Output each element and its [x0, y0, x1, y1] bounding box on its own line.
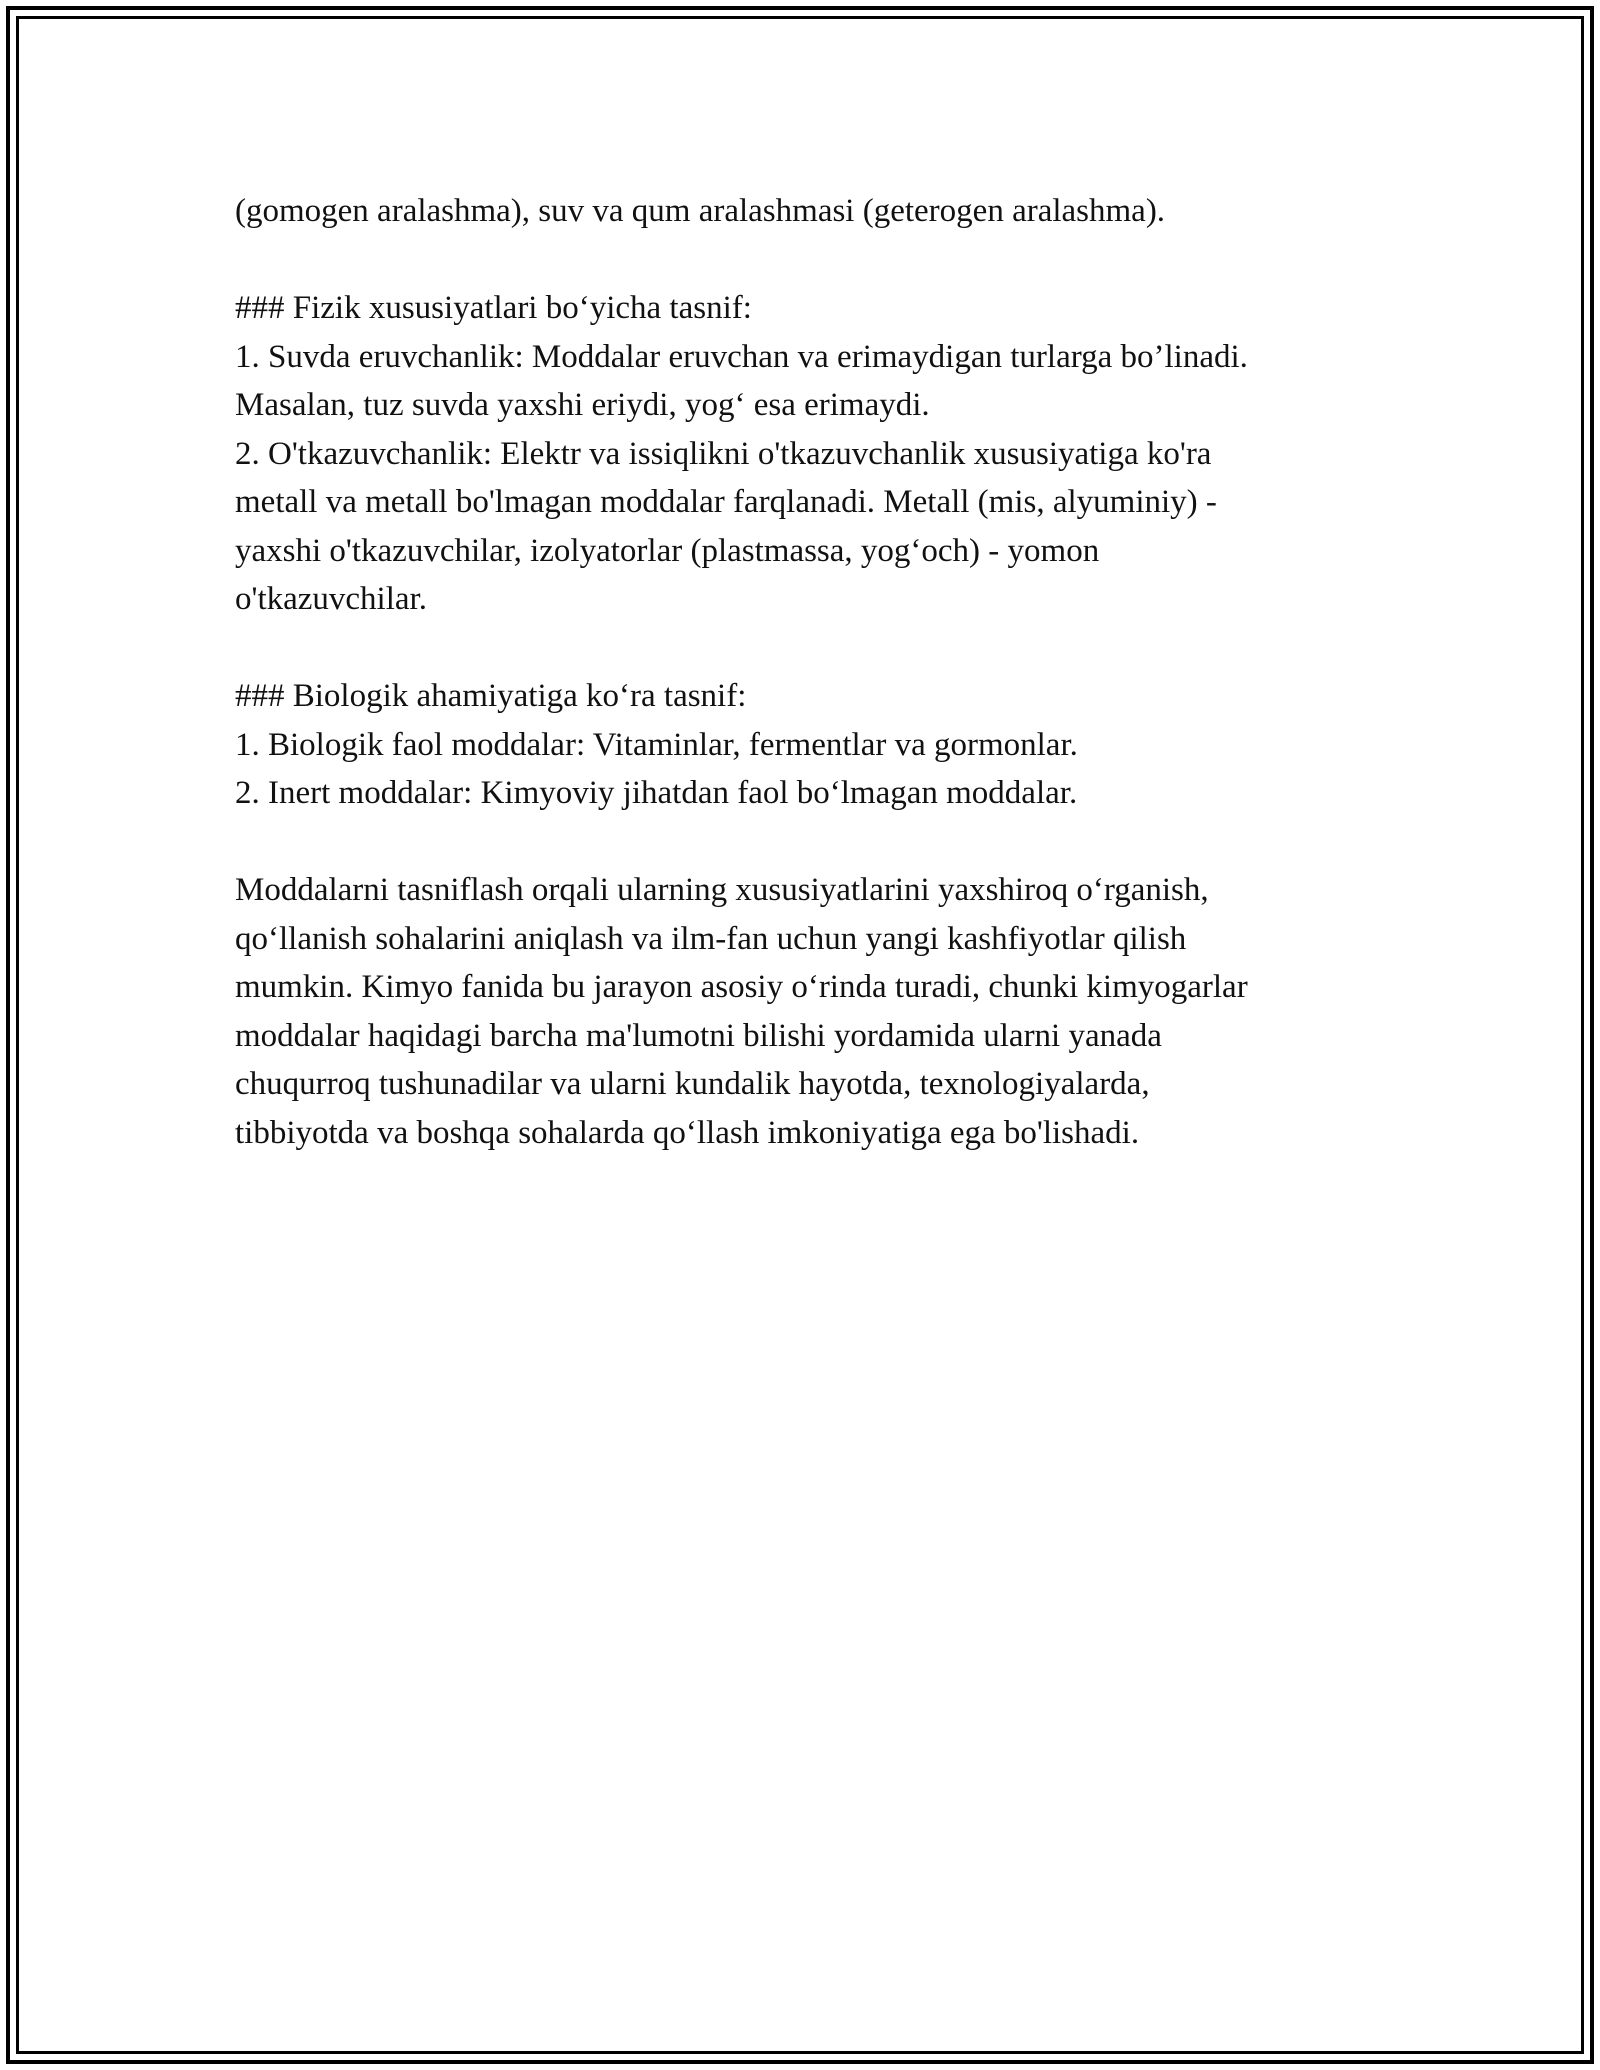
text-line: qo‘llanish sohalarini aniqlash va ilm-fan uchun yangi kashfiyotlar qilish	[235, 920, 1187, 957]
text-line: mumkin. Kimyo fanida bu jarayon asosiy o‘rinda turadi, chunki kimyogarlar	[235, 969, 1248, 1005]
text-line: chuqurroq tushunadilar va ularni kundalik hayotda, texnologiyalarda,	[235, 1066, 1150, 1102]
list-item-line: o'tkazuvchilar.	[235, 581, 427, 617]
list-item-line: yaxshi o'tkazuvchilar, izolyatorlar (plastmassa, yog‘och) - yomon	[235, 532, 1100, 569]
paragraph-gap	[235, 624, 1415, 673]
list-item-line: 1. Biologik faol moddalar: Vitaminlar, fermentlar va gormonlar.	[235, 726, 1078, 763]
list-item-line: 2. Inert moddalar: Kimyoviy jihatdan faol bo‘lmagan moddalar.	[235, 775, 1078, 811]
paragraph-conclusion	[235, 866, 1415, 1157]
list-item-line: 1. Suvda eruvchanlik: Moddalar eruvchan va erimaydigan turlarga bo’linadi.	[235, 338, 1248, 375]
section-physical-properties	[235, 284, 1415, 624]
paragraph-gap	[235, 236, 1415, 285]
paragraph-intro-continuation	[235, 187, 1415, 236]
text-line: moddalar haqidagi barcha ma'lumotni bilishi yordamida ularni yanada	[235, 1017, 1162, 1054]
section-heading: ### Biologik ahamiyatiga ko‘ra tasnif:	[235, 678, 747, 714]
text-line: (gomogen aralashma), suv va qum aralashmasi (geterogen aralashma).	[235, 193, 1166, 229]
list-item-line: metall va metall bo'lmagan moddalar farqlanadi. Metall (mis, alyuminiy) -	[235, 484, 1217, 520]
list-item-line: 2. O'tkazuvchanlik: Elektr va issiqlikni o'tkazuvchanlik xususiyatiga ko'ra	[235, 435, 1212, 472]
section-heading: ### Fizik xususiyatlari bo‘yicha tasnif:	[235, 290, 752, 326]
list-item-line: Masalan, tuz suvda yaxshi eriydi, yog‘ esa erimaydi.	[235, 387, 930, 423]
paragraph-gap	[235, 818, 1415, 867]
document-body	[235, 187, 1415, 1157]
section-biological-significance	[235, 672, 1415, 818]
text-line: tibbiyotda va boshqa sohalarda qo‘llash imkoniyatiga ega bo'lishadi.	[235, 1114, 1140, 1151]
text-line: Moddalarni tasniflash orqali ularning xususiyatlarini yaxshiroq o‘rganish,	[235, 872, 1209, 908]
